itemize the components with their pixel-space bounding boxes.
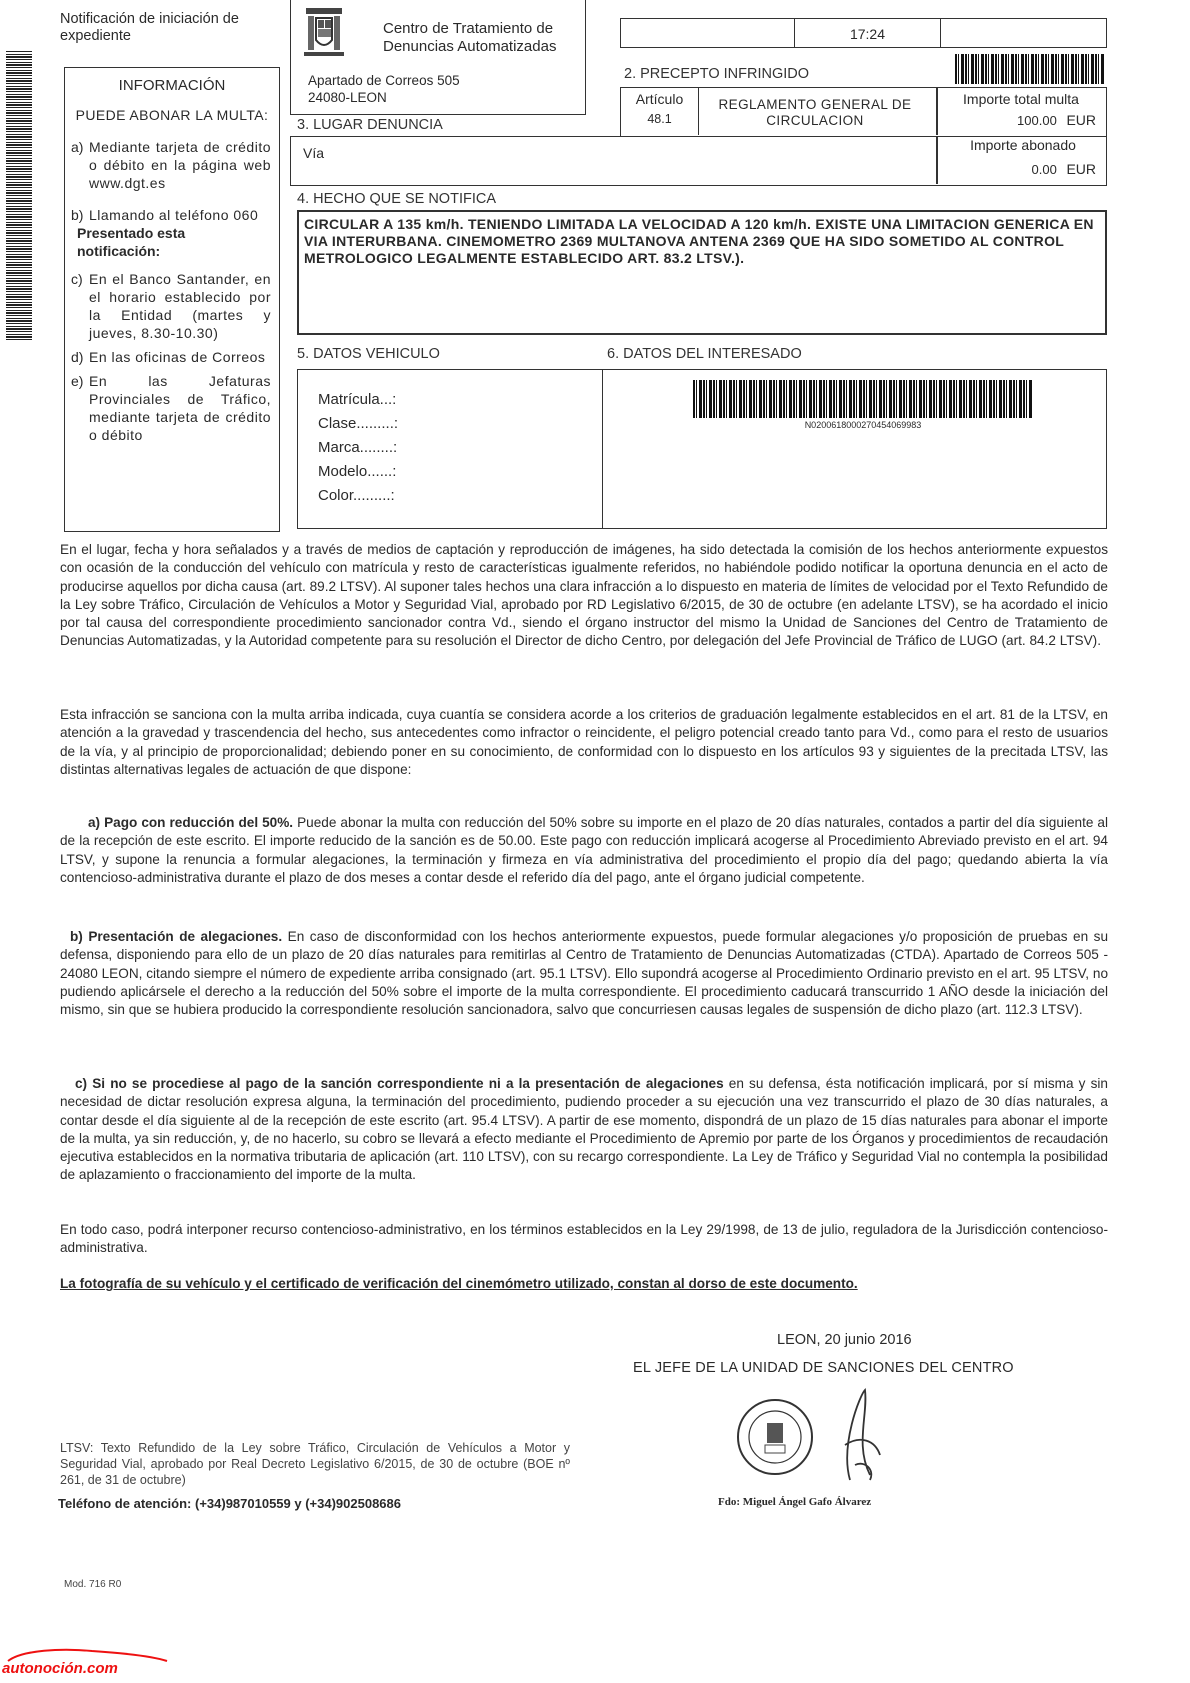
field-marca: Marca........: bbox=[318, 439, 398, 456]
hecho-box bbox=[297, 210, 1107, 335]
signed-by: Fdo: Miguel Ángel Gafo Álvarez bbox=[718, 1496, 872, 1508]
section4-label: 4. HECHO QUE SE NOTIFICA bbox=[297, 191, 496, 207]
info-letter-c: c) bbox=[71, 271, 83, 287]
info-item-c: En el Banco Santander, en el horario establecido por la Entidad (martes y jueves, 8.30-10.30) bbox=[89, 271, 271, 341]
expediente-barcode bbox=[955, 54, 1105, 84]
info-title: INFORMACIÓN bbox=[118, 77, 226, 94]
reglamento-name: REGLAMENTO GENERAL DE CIRCULACION bbox=[718, 97, 912, 128]
center-name: Centro de Tratamiento de Denuncias Automatizadas bbox=[383, 20, 557, 55]
time-box bbox=[794, 18, 941, 48]
hecho-text: CIRCULAR A 135 km/h. TENIENDO LIMITADA LA VELOCIDAD A 120 km/h. EXISTE UNA LIMITACION GENERICA EN VIA INTERURBANA. CINEMOMETRO 2369 MULTANOVA ANTENA 2369 QUE HA SIDO SOMETIDO AL CONTROL METROLOGICO LEGALMENTE ESTABLECIDO ART. 83.2 LTSV.). bbox=[304, 216, 1094, 266]
importe-total-label: Importe total multa bbox=[963, 91, 1079, 107]
official-seal bbox=[735, 1397, 815, 1477]
info-subtitle: PUEDE ABONAR LA MULTA: bbox=[75, 107, 269, 123]
info-letter-e: e) bbox=[71, 373, 84, 389]
articulo-value: 48.1 bbox=[647, 112, 672, 126]
signature bbox=[830, 1385, 890, 1485]
interesado-barcode bbox=[693, 380, 1033, 418]
importe-abonado-label: Importe abonado bbox=[970, 137, 1076, 153]
section3-label: 3. LUGAR DENUNCIA bbox=[297, 117, 443, 133]
vehicle-box bbox=[297, 369, 603, 529]
address-line2: 24080-LEON bbox=[308, 90, 387, 105]
info-item-a: Mediante tarjeta de crédito o débito en la página web www.dgt.es bbox=[89, 139, 271, 191]
option-b-text: En caso de disconformidad con los hechos anteriormente expuestos, puede formular alegaciones y/o proposición de pruebas en su defensa, disponiendo para ello de un plazo de 20 días naturales para remitirlas al Centro de Tratamiento de Denuncias Automatizadas (CTDA). Apartado de Correos 505 - 24080 LEON, citando siempre el número de expediente arriba consignado (art. 95.1 LTSV). Ello supondrá acogerse al Procedimiento Ordinario previsto en el art. 95 LTSV, no pudiendo aplicársele el derecho a la reducción del 50% sobre el importe de la multa correspondiente. El procedimiento caducará transcurrido 1 AÑO desde la iniciación del mismo, sin que se hubiera producido la correspondiente resolución sancionadora, salvo que concurriesen causas legales de suspensión de dicho plazo (art. 112.3 LTSV). bbox=[60, 929, 1109, 1018]
model-code: Mod. 716 R0 bbox=[64, 1579, 122, 1590]
section6-label: 6. DATOS DEL INTERESADO bbox=[607, 346, 802, 362]
signer-role: EL JEFE DE LA UNIDAD DE SANCIONES DEL CENTRO bbox=[633, 1360, 1014, 1376]
info-item-b: Llamando al teléfono 060 bbox=[89, 207, 259, 223]
importe-abonado-value: 0.00 bbox=[1031, 162, 1057, 177]
importe-abonado-currency: EUR bbox=[1066, 161, 1096, 177]
ltsv-note: LTSV: Texto Refundido de la Ley sobre Tráfico, Circulación de Vehículos a Motor y Seguridad Vial, aprobado por Real Decreto Legislativo 6/2015, de 30 de octubre (BOE nº 261, de 31 de octubre) bbox=[60, 1441, 570, 1487]
brand-name: autonoción.com bbox=[2, 1660, 118, 1677]
info-panel bbox=[64, 67, 280, 532]
info-letter-d: d) bbox=[71, 349, 84, 365]
option-b-heading: b) Presentación de alegaciones. bbox=[70, 929, 283, 944]
bold-note: La fotografía de su vehículo y el certificado de verificación del cinemómetro utilizado, constan al dorso de este documento. bbox=[60, 1276, 858, 1291]
notification-title: Notificación de iniciación de expediente bbox=[60, 11, 239, 44]
precepto-table bbox=[620, 87, 1107, 137]
info-letter-b: b) bbox=[71, 207, 84, 223]
section2-label: 2. PRECEPTO INFRINGIDO bbox=[624, 66, 810, 82]
field-matricula: Matrícula...: bbox=[318, 391, 397, 408]
option-c-text: en su defensa, ésta notificación implicará, por sí misma y sin necesidad de dictar resolución expresa alguna, la terminación del procedimiento, pudiendo proceder a su ejecución una vez transcurrido el plazo de 30 días naturales, a contar desde el día siguiente al de la recepción de este escrito (art. 95.4 LTSV). A partir de ese momento, dispondrá de un plazo de 15 días naturales para abonar el importe de la multa, ya sin reducción, y, de no hacerlo, su cobro se llevará a efecto mediante el Procedimiento de Apremio por parte de los Órganos y procedimientos de recaudación ejecutiva establecidos en la normativa tributaria de aplicación (art. 110 LTSV), con su recargo correspondiente. La Ley de Tráfico y Seguridad Vial no contempla la posibilidad de aplazamiento o fraccionamiento del importe de la multa. bbox=[60, 1076, 1108, 1183]
info-letter-a: a) bbox=[71, 139, 84, 155]
option-c-heading: c) Si no se procediese al pago de la sanción correspondiente ni a la presentación de alegaciones bbox=[75, 1076, 724, 1091]
place-date: LEON, 20 junio 2016 bbox=[777, 1332, 912, 1348]
info-item-d: En las oficinas de Correos bbox=[89, 349, 266, 365]
interesado-box bbox=[602, 369, 1107, 529]
time-value: 17:24 bbox=[849, 26, 886, 42]
date-box bbox=[620, 18, 795, 48]
expediente-box bbox=[940, 18, 1107, 48]
field-clase: Clase.........: bbox=[318, 415, 399, 432]
option-c bbox=[60, 1075, 1108, 1185]
field-color: Color.........: bbox=[318, 487, 395, 504]
via-label: Vía bbox=[303, 145, 325, 161]
paragraph-final: En todo caso, podrá interponer recurso contencioso-administrativo, en los términos establecidos en la Ley 29/1998, de 13 de julio, reguladora de la Jurisdicción contencioso-administrativa. bbox=[60, 1222, 1108, 1256]
lugar-box bbox=[290, 136, 1107, 186]
importe-total-currency: EUR bbox=[1066, 112, 1096, 128]
info-presentado: Presentado esta notificación: bbox=[77, 225, 186, 259]
option-a bbox=[60, 814, 1108, 887]
brand-watermark bbox=[2, 1648, 172, 1680]
info-item-e: En las Jefaturas Provinciales de Tráfico, mediante tarjeta de crédito o débito bbox=[89, 373, 271, 443]
option-a-heading: a) Pago con reducción del 50%. bbox=[88, 815, 294, 830]
option-b bbox=[60, 928, 1108, 1019]
address-line1: Apartado de Correos 505 bbox=[308, 73, 460, 88]
paragraph-1: En el lugar, fecha y hora señalados y a través de medios de captación y reproducción de imágenes, ha sido detectada la comisión de los hechos anteriormente expuestos con ocasión de la conducción del vehículo con matrícula y resto de características igualmente referidos, no habiéndole podido notificar la oportuna denuncia en el acto de producirse aquellos por dicha causa (art. 89.2 LTSV). Al suponer tales hechos una clara infracción a lo dispuesto en materia de límites de velocidad por el Texto Refundido de la Ley sobre Tráfico, Circulación de Vehículos a Motor y Seguridad Vial, aprobado por RD Legislativo 6/2015, de 30 de octubre (en adelante LTSV), se ha acordado el inicio por tal causa del correspondiente procedimiento sancionador contra Vd., siendo el órgano instructor del mismo la Unidad de Sanciones del Centro de Tratamiento de Denuncias Automatizadas, y la Autoridad competente para su resolución el Director de dicho Centro, por delegación del Jefe Provincial de Tráfico de LUGO (art. 84.2 LTSV). bbox=[60, 542, 1108, 649]
field-modelo: Modelo......: bbox=[318, 463, 397, 480]
articulo-label: Artículo bbox=[635, 91, 684, 107]
importe-total-value: 100.00 bbox=[1017, 113, 1057, 128]
phone-line: Teléfono de atención: (+34)987010559 y (+34)902508686 bbox=[58, 1496, 402, 1511]
vertical-barcode bbox=[6, 50, 32, 340]
address-box bbox=[290, 0, 586, 115]
paragraph-2: Esta infracción se sanciona con la multa arriba indicada, cuya cuantía se considera acorde a los criterios de graduación legalmente establecidos en el art. 81 de la LTSV, en atención a la gravedad y trascendencia del hecho, sus antecedentes como infractor o reincidente, el peligro potencial creado tanto para Vd., como para el resto de usuarios de la vía, y al principio de proporcionalidad; debiendo poner en su conocimiento, de conformidad con lo dispuesto en los artículos 93 y siguientes de la precitada LTSV, las distintas alternativas legales de actuación de que dispone: bbox=[60, 707, 1108, 777]
section5-label: 5. DATOS VEHICULO bbox=[297, 346, 440, 362]
option-a-text: Puede abonar la multa con reducción del 50% sobre su importe en el plazo de 20 días naturales, contados a partir del día siguiente al de la recepción de este escrito. El importe reducido de la sanción es de 50.00. Este pago con reducción implicará acogerse al Procedimiento Abreviado previsto en el art. 94 LTSV, y supone la renuncia a formular alegaciones, la terminación y firmeza en vía administrativa del procedimiento el propio día del pago; quedando abierta la vía contencioso-administrativa durante el plazo de dos meses a contar desde el referido día del pago, ante el órgano judicial competente. bbox=[60, 815, 1108, 885]
interesado-barcode-text: N0200618000270454069983 bbox=[804, 420, 922, 430]
